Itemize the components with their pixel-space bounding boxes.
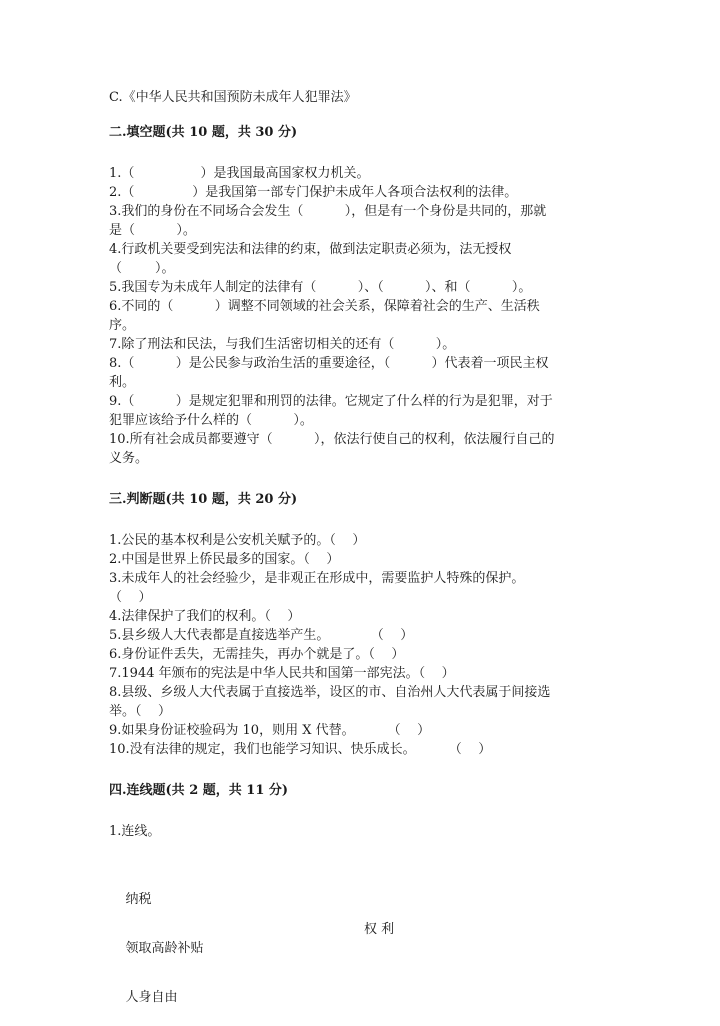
question-line: 7.1944 年颁布的宪法是中华人民共和国第一部宪法。（ ） (109, 666, 455, 681)
matching-question: 1.连线。 (109, 824, 161, 839)
question-line: 6.不同的（ ）调整不同领域的社会关系，保障着社会的生产、生活秩 (109, 299, 540, 314)
question-line: 是（ ）。 (109, 223, 196, 238)
question-line: （ ） (109, 590, 152, 605)
question-line: 10.所有社会成员都要遵守（ ），依法行使自己的权利，依法履行自己的 (109, 432, 555, 447)
question-line: 4.行政机关要受到宪法和法律的约束，做到法定职责必须为，法无授权 (109, 242, 512, 257)
question-line: 10.没有法律的规定，我们也能学习知识、快乐成长。 （ ） (109, 742, 492, 757)
question-line: 9.（ ）是规定犯罪和刑罚的法律。它规定了什么样的行为是犯罪，对于 (109, 394, 553, 409)
match-right-label: 权 利 (364, 922, 395, 937)
match-left-item (109, 969, 619, 1005)
question-line: 1.（ ）是我国最高国家权力机关。 (109, 166, 370, 181)
question-line: 序。 (109, 318, 136, 333)
match-left-item (109, 920, 619, 956)
section-fill-blank-heading: 二.填空题(共 10 题，共 30 分) (109, 125, 298, 140)
question-line: 2.（ ）是我国第一部专门保护未成年人各项合法权利的法律。 (109, 185, 518, 200)
section-true-false-heading: 三.判断题(共 10 题，共 20 分) (109, 492, 298, 507)
question-line: 6.身份证件丢失，无需挂失，再办个就是了。（ ） (109, 647, 405, 662)
question-line: 1.公民的基本权利是公安机关赋予的。（ ） (109, 533, 366, 548)
section-matching-heading: 四.连线题(共 2 题，共 11 分) (109, 783, 289, 798)
option-c: C.《中华人民共和国预防未成年人犯罪法》 (109, 90, 357, 105)
question-line: （ ）。 (109, 261, 175, 276)
true-false-questions (109, 531, 619, 759)
fill-blank-questions (109, 164, 619, 468)
question-line: 5.我国专为未成年人制定的法律有（ ）、（ ）、和（ ）。 (109, 280, 532, 295)
match-left-label: 纳税 (125, 892, 152, 907)
match-left-label: 领取高龄补贴 (125, 941, 204, 956)
question-line: 犯罪应该给予什么样的（ ）。 (109, 413, 313, 428)
question-line: 2.中国是世界上侨民最多的国家。（ ） (109, 552, 340, 567)
exam-page (109, 88, 619, 1005)
question-line: 5.县乡级人大代表都是直接选举产生。 （ ） (109, 628, 414, 643)
question-line: 举。（ ） (109, 704, 172, 719)
question-line: 义务。 (109, 451, 149, 466)
question-line: 7.除了刑法和民法，与我们生活密切相关的还有（ ）。 (109, 337, 456, 352)
match-left-label: 人身自由 (125, 990, 178, 1005)
question-line: 3.我们的身份在不同场合会发生（ ），但是有一个身份是共同的，那就 (109, 204, 547, 219)
question-line: 8.（ ）是公民参与政治生活的重要途径，（ ）代表着一项民主权 (109, 356, 549, 371)
question-line: 8.县级、乡级人大代表属于直接选举，设区的市、自治州人大代表属于间接选 (109, 685, 551, 700)
match-left-item (109, 871, 619, 907)
question-line: 4.法律保护了我们的权利。（ ） (109, 609, 301, 624)
question-line: 3.未成年人的社会经验少，是非观正在形成中，需要监护人特殊的保护。 (109, 571, 525, 586)
question-line: 9.如果身份证校验码为 10，则用 X 代替。 （ ） (109, 723, 431, 738)
question-line: 利。 (109, 375, 136, 390)
